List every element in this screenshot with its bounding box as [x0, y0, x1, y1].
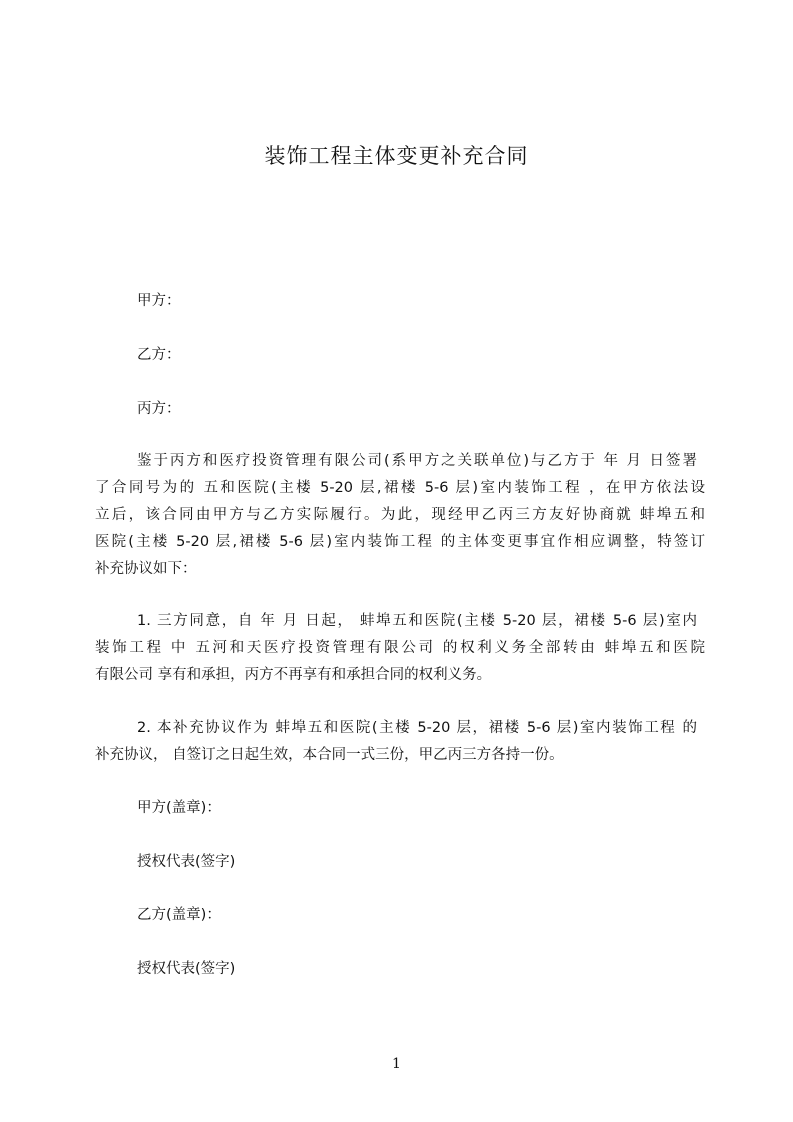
- preamble-line: 补充协议如下：: [95, 561, 197, 577]
- clause-2-line: 补充协议， 自签订之日起生效，本合同一式三份，甲乙丙三方各持一份。: [95, 747, 564, 763]
- preamble-line: 了合同号为的 五和医院(主楼 5-20 层,裙楼 5-6 层)室内装饰工程 ，在甲方依法设: [95, 480, 705, 496]
- preamble-line: 医院(主楼 5-20 层,裙楼 5-6 层)室内装饰工程 的主体变更事宜作相应调整，特签订: [95, 534, 705, 550]
- party-b-seal-label: 乙方(盖章)：: [137, 907, 221, 923]
- party-a-representative-label: 授权代表(签字): [137, 854, 236, 870]
- party-c-label: 丙方：: [137, 401, 181, 417]
- clause-1-line: 1. 三方同意，自 年 月 日起， 蚌埠五和医院(主楼 5-20 层，裙楼 5-6 层)室内: [137, 613, 697, 629]
- page-number: 1: [392, 1056, 401, 1072]
- party-b-label: 乙方：: [137, 347, 181, 363]
- preamble-line: 立后，该合同由甲方与乙方实际履行。为此，现经甲乙丙三方友好协商就 蚌埠五和: [95, 507, 705, 523]
- clause-1-line: 有限公司 享有和承担，丙方不再享有和承担合同的权利义务。: [95, 667, 492, 683]
- party-a-label: 甲方：: [137, 293, 181, 309]
- clause-1-line: 装饰工程 中 五河和天医疗投资管理有限公司 的权利义务全部转由 蚌埠五和医院: [95, 640, 705, 656]
- document-title: 装饰工程主体变更补充合同: [264, 144, 529, 168]
- clause-2-line: 2. 本补充协议作为 蚌埠五和医院(主楼 5-20 层，裙楼 5-6 层)室内装饰工程 的: [137, 720, 697, 736]
- party-a-seal-label: 甲方(盖章)：: [137, 800, 221, 816]
- party-b-representative-label: 授权代表(签字): [137, 961, 236, 977]
- preamble-line: 鉴于丙方和医疗投资管理有限公司(系甲方之关联单位)与乙方于 年 月 日签署: [137, 453, 697, 469]
